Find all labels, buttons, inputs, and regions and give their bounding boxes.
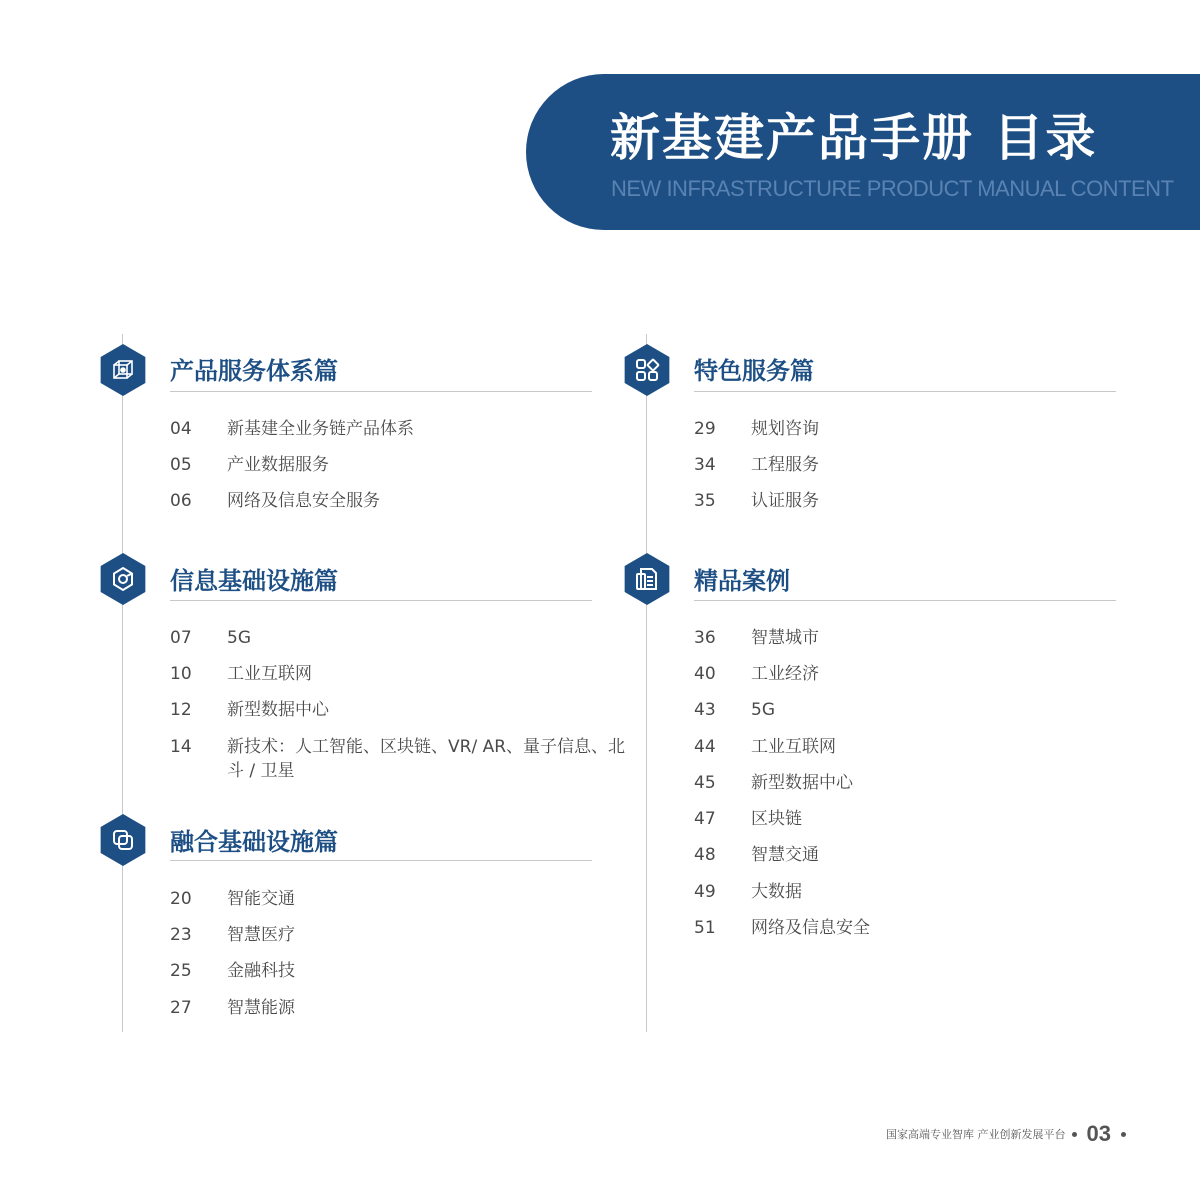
right-timeline-line — [646, 334, 647, 1032]
entry-label: 新型数据中心 — [227, 700, 329, 720]
entry-label: 规划咨询 — [751, 419, 819, 439]
page-number: 27 — [170, 998, 192, 1018]
section-divider — [170, 391, 592, 392]
hex-chip-icon — [97, 553, 149, 605]
left-timeline-line — [122, 334, 123, 1032]
page-number: 14 — [170, 737, 192, 757]
section-title: 特色服务篇 — [694, 357, 814, 385]
section-divider — [170, 600, 592, 601]
page-number: 43 — [694, 700, 716, 720]
section-title: 信息基础设施篇 — [170, 567, 338, 595]
entry-label: 5G — [751, 700, 775, 720]
page-number: 20 — [170, 889, 192, 909]
footer-page-number: 03 — [1086, 1121, 1111, 1146]
bullet-dot-icon — [1121, 1132, 1126, 1137]
entry-label: 网络及信息安全服务 — [227, 491, 380, 511]
entry-label: 智能交通 — [227, 889, 295, 909]
entry-label: 5G — [227, 628, 251, 648]
section-divider — [170, 860, 592, 861]
bullet-dot-icon — [1072, 1132, 1077, 1137]
entry-label: 金融科技 — [227, 961, 295, 981]
page-number: 05 — [170, 455, 192, 475]
entry-label: 工业经济 — [751, 664, 819, 684]
page-title: 新基建产品手册 目录 — [610, 109, 1098, 167]
page-number: 47 — [694, 809, 716, 829]
section-title: 精品案例 — [694, 567, 790, 595]
entry-label: 工业互联网 — [227, 664, 312, 684]
entry-label: 智慧医疗 — [227, 925, 295, 945]
page-number: 45 — [694, 773, 716, 793]
entry-label: 智慧交通 — [751, 845, 819, 865]
entry-label: 工业互联网 — [751, 737, 836, 757]
section-title: 融合基础设施篇 — [170, 828, 338, 856]
document-icon — [621, 553, 673, 605]
entry-label: 新基建全业务链产品体系 — [227, 419, 414, 439]
section-divider — [694, 391, 1116, 392]
cube-network-icon — [97, 344, 149, 396]
section-divider — [694, 600, 1116, 601]
apps-grid-icon — [621, 344, 673, 396]
page-number: 40 — [694, 664, 716, 684]
page-number: 29 — [694, 419, 716, 439]
page-number: 44 — [694, 737, 716, 757]
footer-text: 国家高端专业智库 产业创新发展平台 — [886, 1128, 1066, 1141]
entry-label: 大数据 — [751, 882, 802, 902]
page-subtitle: NEW INFRASTRUCTURE PRODUCT MANUAL CONTENT — [611, 176, 1174, 201]
page-number: 51 — [694, 918, 716, 938]
page-number: 10 — [170, 664, 192, 684]
entry-label: 智慧能源 — [227, 998, 295, 1018]
entry-label: 工程服务 — [751, 455, 819, 475]
entry-label: 智慧城市 — [751, 628, 819, 648]
entry-label: 新型数据中心 — [751, 773, 853, 793]
entry-label: 区块链 — [751, 809, 802, 829]
entry-label: 新技术：人工智能、区块链、VR/ AR、量子信息、北斗 / 卫星 — [227, 737, 626, 781]
page-number: 25 — [170, 961, 192, 981]
page-number: 48 — [694, 845, 716, 865]
entry-label: 网络及信息安全 — [751, 918, 870, 938]
page-number: 06 — [170, 491, 192, 511]
page-number: 07 — [170, 628, 192, 648]
page-number: 36 — [694, 628, 716, 648]
page-number: 23 — [170, 925, 192, 945]
entry-label: 认证服务 — [751, 491, 819, 511]
entry-label: 产业数据服务 — [227, 455, 329, 475]
page-number: 04 — [170, 419, 192, 439]
footer — [886, 1121, 1126, 1147]
page-number: 49 — [694, 882, 716, 902]
section-title: 产品服务体系篇 — [170, 357, 338, 385]
page-number: 35 — [694, 491, 716, 511]
overlap-squares-icon — [97, 814, 149, 866]
page-number: 12 — [170, 700, 192, 720]
page-number: 34 — [694, 455, 716, 475]
